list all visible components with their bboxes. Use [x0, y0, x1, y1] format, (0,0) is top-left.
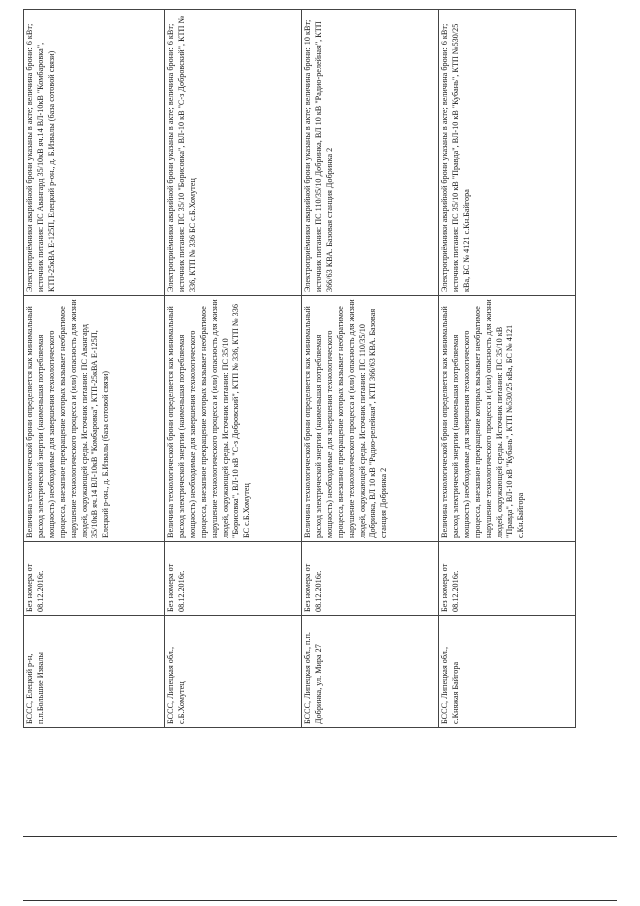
emergency-cell: Электроприёмники аварийной брони указаны в акте; величина брони: 6 кВт; источник питания: ПС 35/10 кВ "Правда", ВЛ-10 кВ "Кубань", КТП №530/25 кВа, БС № 4121 с.Кн.Байгора	[439, 10, 576, 296]
location-cell: БССС, Липецкая обл., с.Княжая Байгора	[439, 616, 576, 728]
emergency-cell: Электроприёмники аварийной брони указаны в акте; величина брони: 6 кВт; источник питания: ПС 35/10 "Борисовка", ВЛ-10 кВ "С-з Добровский", КТП № 336, КТП № 336 БС с.Б.Хомутец	[165, 10, 302, 296]
footer-rule-1	[23, 900, 617, 901]
document-cell: Без номера от 08.12.2016г.	[302, 542, 439, 616]
document-cell: Без номера от 08.12.2016г.	[165, 542, 302, 616]
location-cell: БССС, Липецкая обл., п.п. Добринка, ул. Мира 27	[302, 616, 439, 728]
description-cell: Величина технологической брони определяется как минимальный расход электрической энергии (наименьшая потребляемая мощность) необходимые для завершения технологического процесса, внезапное прекращение которых вызывает необратимое нарушение технологического процесса и (или) опасность для жизни людей, окружающей среды. Источник питания: ПС 35/10 "Борисовка", ВЛ-10 кВ "С-з Добровский", КТП № 336, КТП № 336 БС с.Б.Хомутец	[165, 296, 302, 542]
footer-rule-2	[23, 836, 617, 837]
table-row	[302, 10, 439, 728]
emergency-cell: Электроприёмники аварийной брони указаны в акте; величина брони: 10 кВт; источник питания: ПС 110/35/10 Добринка, ВЛ 10 кВ "Радио-релейная", КТП 366/63 КВА. Базовая станция Добринка 2	[302, 10, 439, 296]
location-cell: БССС, Елецкий р-н, п.п.Большие Извалы	[24, 616, 165, 728]
description-cell: Величина технологической брони определяется как минимальный расход электрической энергии (наименьшая потребляемая мощность) необходимые для завершения технологического процесса, внезапное прекращение которых вызывает необратимое нарушение технологического процесса и (или) опасность для жизни людей, окружающей среды. Источник питания: ПС 110/35/10 Добринка, ВЛ 10 кВ "Радио-релейная", КТП 366/63 КВА. Базовая станция Добринка 2	[302, 296, 439, 542]
substation-table	[23, 9, 576, 728]
location-cell: БССС, Липецкая обл., с.Б.Хомутец	[165, 616, 302, 728]
table-row	[24, 10, 165, 728]
table-row	[439, 10, 576, 728]
emergency-cell: Электроприёмники аварийной брони указаны в акте; величина брони: 6 кВт; источник питания: ПС Авангард 35/10кВ яч.14 ВЛ-10кВ "Комбаровка", КТП-25кВА Е-125П, Елецкий р-он., д. Б.Извалы (база сотовой связи)	[24, 10, 165, 296]
description-cell: Величина технологической брони определяется как минимальный расход электрической энергии (наименьшая потребляемая мощность) необходимые для завершения технологического процесса, внезапное прекращение которых вызывает необратимое нарушение технологического процесса и (или) опасность для жизни людей, окружающей среды. Источник питания: ПС Авангард 35/10кВ яч.14 ВЛ-10кВ "Комбаровка", КТП-25кВА Е-125П, Елецкий р-он., д. Б.Извалы (база сотовой связи)	[24, 296, 165, 542]
document-cell: Без номера от 08.12.2016г.	[24, 542, 165, 616]
table-row	[165, 10, 302, 728]
description-cell: Величина технологической брони определяется как минимальный расход электрической энергии (наименьшая потребляемая мощность) необходимые для завершения технологического процесса, внезапное прекращение которых вызывает необратимое нарушение технологического процесса и (или) опасность для жизни людей, окружающей среды. Источник питания: ПС 35/10 кВ "Правда", ВЛ-10 кВ "Кубань", КТП №530/25 кВа, БС № 4121 с.Кн.Байгора	[439, 296, 576, 542]
document-cell: Без номера от 08.12.2016г.	[439, 542, 576, 616]
